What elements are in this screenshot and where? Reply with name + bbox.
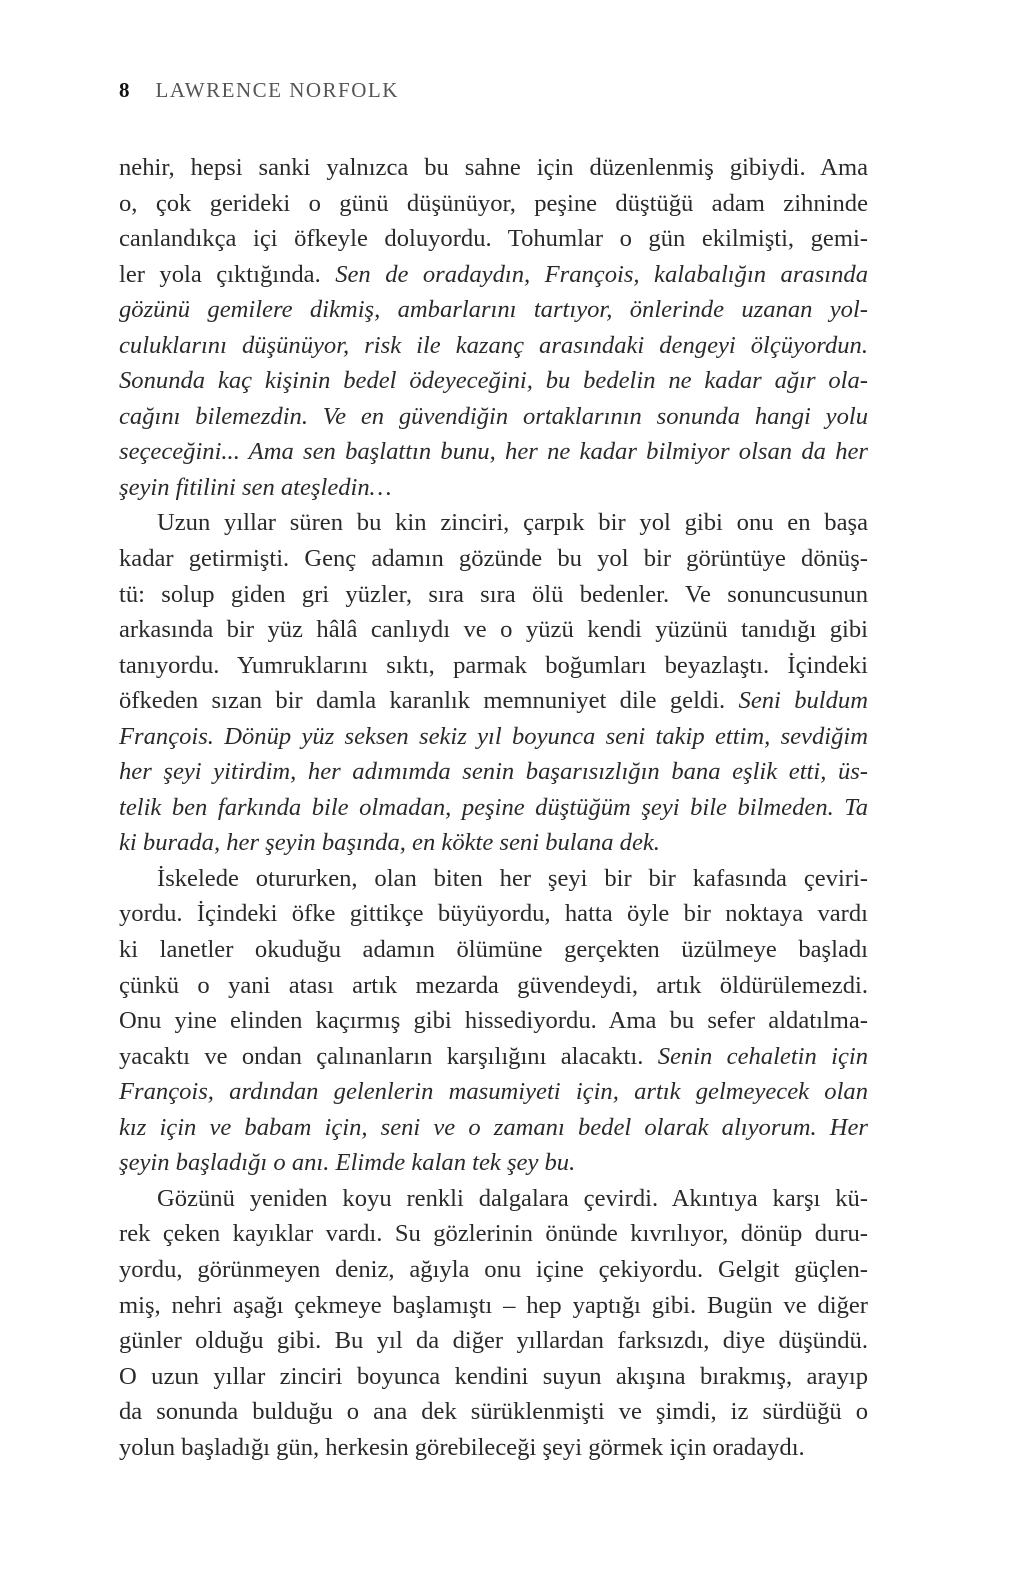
text-line bbox=[119, 790, 868, 826]
text: Onu yine elinden kaçırmış gibi hissediyordu. Ama bu sefer aldatılma- bbox=[119, 1007, 868, 1035]
text-line bbox=[119, 648, 868, 684]
text: yordu, görünmeyen deniz, ağıyla onu içine çekiyordu. Gelgit güçlen- bbox=[119, 1255, 868, 1283]
running-header bbox=[119, 78, 399, 103]
italic-text: kız için ve babam için, seni ve o zamanı bedel olarak alıyorum. Her bbox=[119, 1113, 868, 1141]
text-line bbox=[119, 1252, 868, 1288]
text: ler yola çıktığında. bbox=[119, 260, 336, 288]
text-line bbox=[119, 1003, 868, 1039]
text-line bbox=[119, 754, 868, 790]
italic-text: culuklarını düşünüyor, risk ile kazanç arasındaki dengeyi ölçüyordun. bbox=[119, 331, 868, 359]
text-line bbox=[119, 434, 868, 470]
text-line bbox=[119, 683, 868, 719]
text-line bbox=[119, 363, 868, 399]
italic-text: Seni buldum bbox=[738, 687, 868, 715]
text-line bbox=[119, 1323, 868, 1359]
text-line bbox=[119, 150, 868, 186]
text-line bbox=[119, 292, 868, 328]
text-line bbox=[119, 328, 868, 364]
text-line bbox=[119, 541, 868, 577]
text: Gözünü yeniden koyu renkli dalgalara çevirdi. Akıntıya karşı kü- bbox=[157, 1184, 868, 1212]
text-line bbox=[119, 825, 868, 861]
text: çünkü o yani atası artık mezarda güvendeydi, artık öldürülemezdi. bbox=[119, 971, 868, 999]
body-text bbox=[119, 150, 868, 1465]
italic-text: gözünü gemilere dikmiş, ambarlarını tartıyor, önlerinde uzanan yol- bbox=[119, 296, 868, 324]
italic-text: seçeceğini... Ama sen başlattın bunu, her ne kadar bilmiyor olsan da her bbox=[119, 438, 868, 466]
text: ki lanetler okuduğu adamın ölümüne gerçekten üzülmeye başladı bbox=[119, 936, 868, 964]
italic-text: Sen de oradaydın, François, kalabalığın arasında bbox=[335, 260, 869, 288]
text: tü: solup giden gri yüzler, sıra sıra ölü bedenler. Ve sonuncusunun bbox=[119, 580, 868, 608]
text: günler olduğu gibi. Bu yıl da diğer yıllardan farksızdı, diye düşündü. bbox=[119, 1327, 868, 1355]
text-line bbox=[119, 861, 868, 897]
text-line bbox=[119, 1430, 868, 1466]
text-line bbox=[119, 1394, 868, 1430]
text-line bbox=[119, 399, 868, 435]
text: o, çok gerideki o günü düşünüyor, peşine düştüğü adam zihninde bbox=[119, 189, 868, 217]
italic-text: cağını bilemezdin. Ve en güvendiğin ortaklarının sonunda hangi yolu bbox=[119, 402, 868, 430]
text-line bbox=[119, 221, 868, 257]
text-line bbox=[119, 1145, 868, 1181]
text-line bbox=[119, 577, 868, 613]
text-line bbox=[119, 257, 868, 293]
text-line bbox=[119, 1181, 868, 1217]
text: kadar getirmişti. Genç adamın gözünde bu yol bir görüntüye dönüş- bbox=[119, 545, 868, 573]
text-line bbox=[119, 505, 868, 541]
text-line bbox=[119, 186, 868, 222]
text-line bbox=[119, 968, 868, 1004]
author-name: LAWRENCE NORFOLK bbox=[155, 78, 399, 102]
text: arkasında bir yüz hâlâ canlıydı ve o yüzü kendi yüzünü tanıdığı gibi bbox=[119, 616, 868, 644]
text: yolun başladığı gün, herkesin görebileceği şeyi görmek için oradaydı. bbox=[119, 1433, 805, 1461]
italic-text: telik ben farkında bile olmadan, peşine düştüğüm şeyi bile bilmeden. Ta bbox=[119, 793, 868, 821]
text-line bbox=[119, 1359, 868, 1395]
text-line bbox=[119, 1216, 868, 1252]
text: miş, nehri aşağı çekmeye başlamıştı – hep yaptığı gibi. Bugün ve diğer bbox=[119, 1291, 868, 1319]
italic-text: Sonunda kaç kişinin bedel ödeyeceğini, bu bedelin ne kadar ağır ola- bbox=[119, 367, 868, 395]
page-number: 8 bbox=[119, 78, 130, 102]
italic-text: François, ardından gelenlerin masumiyeti için, artık gelmeyecek olan bbox=[119, 1078, 868, 1106]
paragraph bbox=[119, 150, 868, 505]
text-line bbox=[119, 612, 868, 648]
italic-text: her şeyi yitirdim, her adımımda senin başarısızlığın bana eşlik etti, üs- bbox=[119, 758, 868, 786]
text: canlandıkça içi öfkeyle doluyordu. Tohumlar o gün ekilmişti, gemi- bbox=[119, 225, 868, 253]
text: öfkeden sızan bir damla karanlık memnuniyet dile geldi. bbox=[119, 687, 739, 715]
text-line bbox=[119, 470, 868, 506]
italic-text: şeyin fitilini sen ateşledin… bbox=[119, 473, 392, 501]
italic-text: ki burada, her şeyin başında, en kökte seni bulana dek. bbox=[119, 829, 660, 857]
text: da sonunda bulduğu o ana dek sürüklenmişti ve şimdi, iz sürdüğü o bbox=[119, 1398, 868, 1426]
text-line bbox=[119, 1074, 868, 1110]
text: O uzun yıllar zinciri boyunca kendini suyun akışına bırakmış, arayıp bbox=[119, 1362, 868, 1390]
text-line bbox=[119, 1288, 868, 1324]
text: yordu. İçindeki öfke gittikçe büyüyordu, hatta öyle bir noktaya vardı bbox=[119, 900, 868, 928]
text: İskelede otururken, olan biten her şeyi bir bir kafasında çeviri- bbox=[157, 864, 868, 892]
italic-text: Senin cehaletin için bbox=[657, 1042, 868, 1070]
text-line bbox=[119, 719, 868, 755]
italic-text: şeyin başladığı o anı. Elimde kalan tek şey bu. bbox=[119, 1149, 576, 1177]
text: rek çeken kayıklar vardı. Su gözlerinin önünde kıvrılıyor, dönüp duru- bbox=[119, 1220, 868, 1248]
text-line bbox=[119, 932, 868, 968]
text: yacaktı ve ondan çalınanların karşılığını alacaktı. bbox=[119, 1042, 658, 1070]
text: nehir, hepsi sanki yalnızca bu sahne için düzenlenmiş gibiydi. Ama bbox=[119, 154, 868, 181]
paragraph bbox=[119, 505, 868, 860]
paragraph bbox=[119, 861, 868, 1181]
text-line bbox=[119, 1039, 868, 1075]
text: tanıyordu. Yumruklarını sıktı, parmak boğumları beyazlaştı. İçindeki bbox=[119, 651, 868, 679]
paragraph bbox=[119, 1181, 868, 1465]
text-line bbox=[119, 896, 868, 932]
text: Uzun yıllar süren bu kin zinciri, çarpık bir yol gibi onu en başa bbox=[157, 509, 868, 537]
text-line bbox=[119, 1110, 868, 1146]
italic-text: François. Dönüp yüz seksen sekiz yıl boyunca seni takip ettim, sevdiğim bbox=[119, 722, 868, 750]
